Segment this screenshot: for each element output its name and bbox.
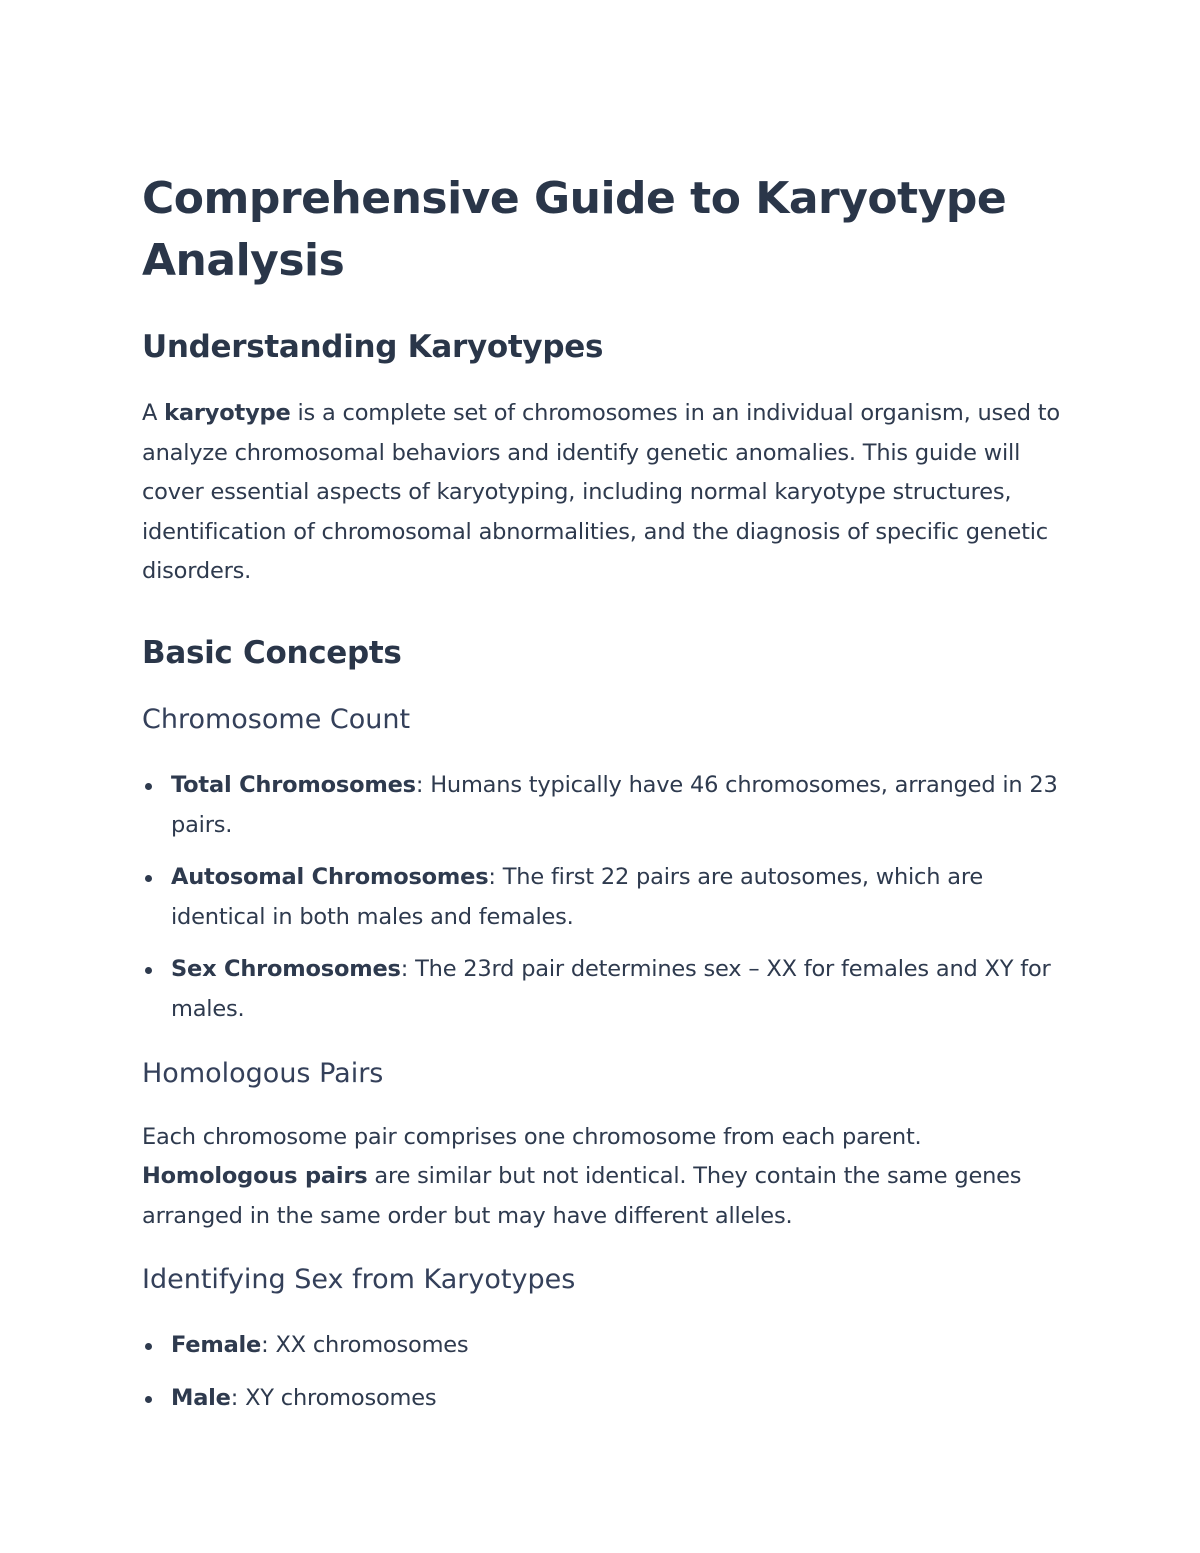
chromosome-count-list <box>142 766 1072 1030</box>
list-item-separator: : <box>261 1332 276 1359</box>
list-item <box>142 1379 1072 1419</box>
subheading-identifying-sex: Identifying Sex from Karyotypes <box>142 1264 576 1296</box>
homologous-text-end: are similar but not identical. They contain the same genes arranged in the same order but may have different alleles. <box>142 1163 1022 1229</box>
list-item-text: XX chromosomes <box>275 1332 469 1359</box>
intro-bold-term: karyotype <box>164 400 291 426</box>
identifying-sex-list <box>142 1326 1072 1418</box>
bullet-icon <box>145 783 152 790</box>
subheading-homologous-pairs: Homologous Pairs <box>142 1057 384 1089</box>
homologous-paragraph <box>142 1118 1072 1237</box>
page-title: Comprehensive Guide to Karyotype Analysis <box>142 173 1007 286</box>
list-item-term: Total Chromosomes <box>171 771 416 798</box>
bullet-icon <box>145 875 152 882</box>
list-item-text: The 23rd pair determines sex – XX for females and XY for males. <box>171 956 1051 1022</box>
list-item-text: Humans typically have 46 chromosomes, arranged in 23 pairs. <box>171 771 1058 838</box>
section-heading-basic-concepts: Basic Concepts <box>142 634 402 671</box>
bullet-icon <box>145 1396 152 1403</box>
homologous-bold-term: Homologous pairs <box>142 1163 368 1190</box>
list-item-separator: : <box>400 956 416 983</box>
list-item <box>142 950 1072 1029</box>
list-item-text: XY chromosomes <box>245 1384 437 1411</box>
document-page <box>142 168 1072 1419</box>
list-item-term: Sex Chromosomes <box>171 956 401 983</box>
list-item-separator: : <box>488 864 503 891</box>
subheading-chromosome-count: Chromosome Count <box>142 703 411 735</box>
intro-prefix: A <box>142 400 165 426</box>
list-item <box>142 766 1072 845</box>
homologous-text-start: Each chromosome pair comprises one chromosome from each parent. <box>142 1123 922 1150</box>
list-item-text: The first 22 pairs are autosomes, which are identical in both males and females. <box>171 864 984 930</box>
intro-text: is a complete set of chromosomes in an individual organism, used to analyze chromosomal behaviors and identify genetic anomalies. This guide will cover essential aspects of karyotyping, including normal karyotype structures, identification of chromosomal abnormalities, and the diagnosis of specific genetic disorders. <box>142 400 1060 585</box>
list-item-separator: : <box>415 771 431 798</box>
list-item <box>142 1326 1072 1366</box>
list-item-separator: : <box>230 1384 246 1411</box>
intro-paragraph <box>142 394 1072 592</box>
list-item-term: Male <box>171 1384 231 1411</box>
list-item <box>142 858 1072 937</box>
section-heading-understanding: Understanding Karyotypes <box>142 329 604 365</box>
bullet-icon <box>145 967 152 974</box>
bullet-icon <box>145 1343 152 1350</box>
list-item-term: Autosomal Chromosomes <box>171 864 489 891</box>
list-item-term: Female <box>171 1332 262 1359</box>
